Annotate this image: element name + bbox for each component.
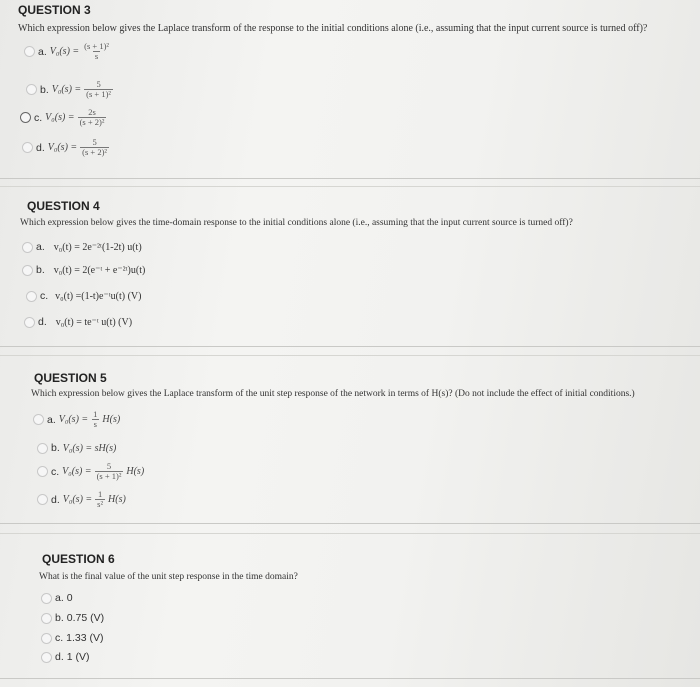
option-letter: a. xyxy=(55,592,64,604)
option-value: 1 (V) xyxy=(66,651,90,663)
option-lhs: V₀(s) = xyxy=(62,466,92,478)
fraction-numerator: 2s xyxy=(88,107,96,117)
q4-option-c[interactable] xyxy=(26,290,141,302)
radio-button[interactable] xyxy=(41,652,52,663)
question-5-prompt: Which expression below gives the Laplace transform of the unit step response of the network in terms of H(s)? (Do not include the effect of initial conditions.) xyxy=(31,389,635,399)
radio-button[interactable] xyxy=(41,593,52,604)
option-letter: b. xyxy=(36,264,45,276)
divider xyxy=(0,678,700,679)
option-letter: c. xyxy=(40,290,49,302)
option-lhs: V₀(s) = xyxy=(62,494,93,506)
option-letter: d. xyxy=(36,141,45,154)
fraction-denominator: (s + 1)² xyxy=(86,89,111,100)
option-lhs: V₀(s) = xyxy=(51,84,82,96)
fraction-denominator: (s + 1)² xyxy=(96,471,122,482)
radio-button[interactable] xyxy=(37,494,48,505)
radio-button[interactable] xyxy=(22,242,33,253)
option-lhs: V₀(s) = xyxy=(45,112,75,124)
q5-option-c[interactable] xyxy=(37,462,144,482)
q5-option-a[interactable] xyxy=(33,410,120,430)
option-lhs: V₀(s) = xyxy=(47,142,78,154)
q6-option-b[interactable] xyxy=(41,612,107,624)
option-letter: d. xyxy=(55,651,64,663)
radio-button[interactable] xyxy=(41,613,52,624)
fraction-denominator: (s + 2)² xyxy=(79,117,105,128)
q5-option-b[interactable] xyxy=(37,442,116,454)
radio-button[interactable] xyxy=(22,265,33,276)
option-expression: v₀(t) = te⁻ᵗ u(t) (V) xyxy=(55,316,133,328)
question-6-prompt: What is the final value of the unit step response in the time domain? xyxy=(39,572,298,582)
radio-button[interactable] xyxy=(33,414,44,425)
divider xyxy=(0,355,700,356)
option-letter: c. xyxy=(34,111,43,124)
question-5-title: QUESTION 5 xyxy=(34,371,107,385)
divider xyxy=(0,523,700,524)
radio-button[interactable] xyxy=(20,112,31,123)
option-letter: c. xyxy=(51,465,60,478)
q6-option-d[interactable] xyxy=(41,651,93,663)
fraction-numerator: (s + 1)² xyxy=(84,41,109,51)
option-letter: b. xyxy=(40,83,49,96)
q3-option-c[interactable] xyxy=(20,108,109,128)
option-expression: v₀(t) = 2e⁻²ᵗ(1-2t) u(t) xyxy=(53,241,142,253)
option-letter: d. xyxy=(38,316,47,328)
divider xyxy=(0,346,700,347)
option-fraction xyxy=(84,80,113,100)
option-letter: a. xyxy=(36,241,45,253)
question-6-title: QUESTION 6 xyxy=(42,552,115,566)
option-fraction xyxy=(95,490,105,510)
fraction-denominator: s xyxy=(93,419,97,430)
option-rhs: H(s) xyxy=(108,494,126,506)
q6-option-a[interactable] xyxy=(41,592,76,604)
divider xyxy=(0,186,700,187)
fraction-denominator: s xyxy=(94,51,99,62)
radio-button[interactable] xyxy=(26,84,37,95)
radio-button[interactable] xyxy=(24,317,35,328)
radio-button[interactable] xyxy=(37,443,48,454)
radio-button[interactable] xyxy=(24,46,35,57)
radio-button[interactable] xyxy=(26,291,37,302)
option-value: 0 xyxy=(66,592,73,604)
option-letter: a. xyxy=(38,45,47,58)
fraction-numerator: 5 xyxy=(92,137,97,147)
option-rhs: H(s) xyxy=(102,414,121,426)
option-lhs: V₀(s) = xyxy=(58,414,89,426)
option-expression: v₀(t) =(1-t)e⁻ᵗu(t) (V) xyxy=(55,290,142,302)
q4-option-d[interactable] xyxy=(24,316,132,328)
divider xyxy=(0,178,700,179)
q3-option-d[interactable] xyxy=(22,138,112,158)
option-letter: b. xyxy=(51,442,60,454)
q6-option-c[interactable] xyxy=(41,632,107,644)
question-4-title: QUESTION 4 xyxy=(27,199,100,213)
option-expression: v₀(t) = 2(e⁻ᵗ + e⁻²ᵗ)u(t) xyxy=(53,264,146,276)
fraction-numerator: 5 xyxy=(96,79,101,89)
option-fraction xyxy=(82,42,111,62)
radio-button[interactable] xyxy=(37,466,48,477)
option-lhs: V₀(s) = xyxy=(49,46,80,58)
option-fraction xyxy=(91,410,99,430)
q5-option-d[interactable] xyxy=(37,490,126,510)
option-letter: d. xyxy=(51,493,60,506)
q4-option-b[interactable] xyxy=(22,264,145,276)
q3-option-b[interactable] xyxy=(26,80,116,100)
option-letter: b. xyxy=(55,612,64,624)
q4-option-a[interactable] xyxy=(22,241,142,253)
option-rhs: H(s) xyxy=(126,466,145,478)
option-value: 0.75 (V) xyxy=(66,612,105,624)
option-fraction xyxy=(80,138,109,158)
fraction-numerator: 1 xyxy=(97,489,103,499)
q3-option-a[interactable] xyxy=(24,42,114,62)
fraction-denominator: (s + 2)² xyxy=(82,147,107,158)
option-lhs: V₀(s) = sH(s) xyxy=(62,442,117,454)
fraction-denominator: s² xyxy=(97,499,104,510)
question-3-prompt: Which expression below gives the Laplace transform of the response to the initial conditions alone (i.e., assuming that the input current source is turned off)? xyxy=(18,23,648,34)
option-fraction xyxy=(78,108,107,128)
question-4-prompt: Which expression below gives the time-domain response to the initial conditions alone (i.e., assuming that the input current source is turned off)? xyxy=(20,218,573,228)
fraction-numerator: 5 xyxy=(106,461,112,471)
divider xyxy=(0,533,700,534)
radio-button[interactable] xyxy=(41,633,52,644)
option-letter: a. xyxy=(47,413,56,426)
option-value: 1.33 (V) xyxy=(66,632,104,644)
option-fraction xyxy=(95,462,124,482)
fraction-numerator: 1 xyxy=(93,409,98,419)
option-letter: c. xyxy=(55,632,64,644)
question-3-title: QUESTION 3 xyxy=(18,3,91,17)
radio-button[interactable] xyxy=(22,142,33,153)
